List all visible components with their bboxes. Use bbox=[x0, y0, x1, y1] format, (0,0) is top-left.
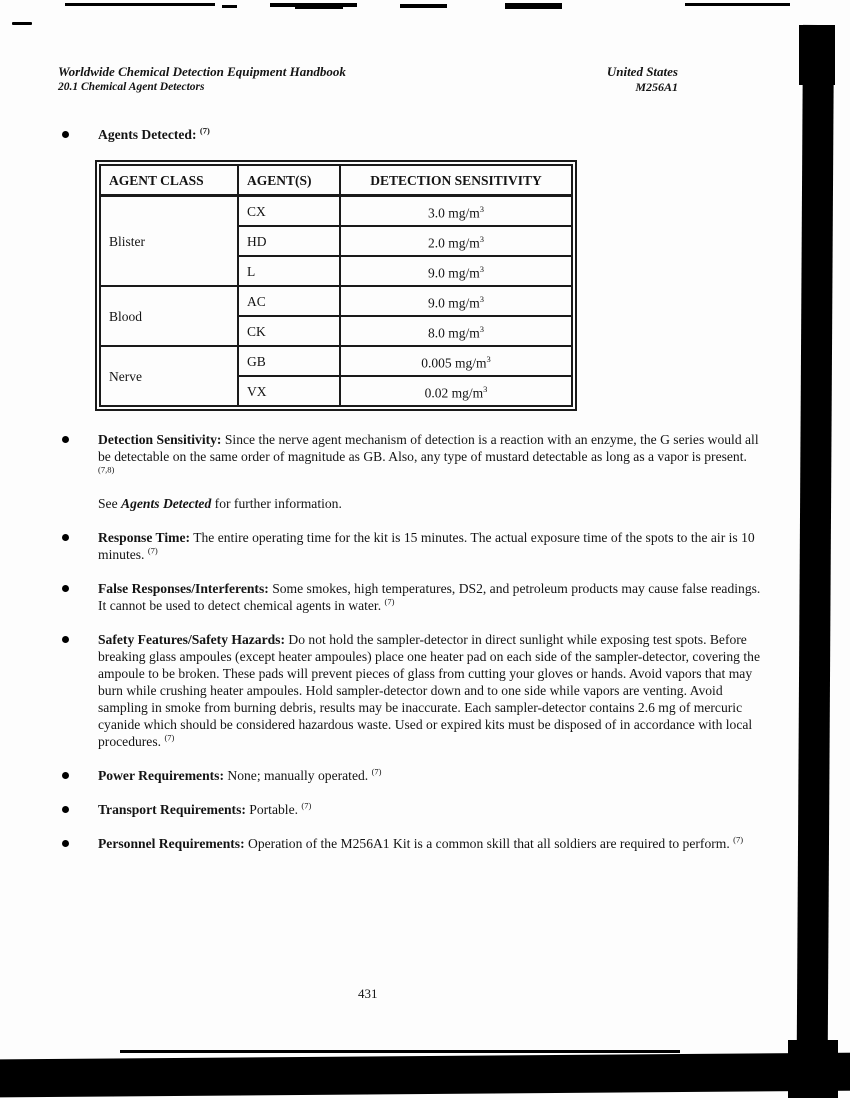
section-label: Response Time: bbox=[98, 530, 191, 545]
agent-cell: CK bbox=[238, 316, 340, 346]
model-label: M256A1 bbox=[635, 80, 678, 94]
table-header-row bbox=[100, 165, 572, 196]
agent-class-cell: Blister bbox=[100, 196, 238, 287]
bullet-icon bbox=[62, 806, 69, 813]
section-text: Operation of the M256A1 Kit is a common skill that all soldiers are required to perform. bbox=[248, 836, 734, 851]
header-left bbox=[58, 64, 346, 95]
footnote-ref: (7) bbox=[733, 834, 744, 845]
bullet-icon bbox=[62, 772, 69, 779]
bullet-icon bbox=[62, 534, 69, 541]
agent-class-cell: Nerve bbox=[100, 346, 238, 406]
agents-table-wrapper bbox=[95, 160, 762, 415]
agent-cell: GB bbox=[238, 346, 340, 376]
sensitivity-exponent: 3 bbox=[479, 263, 484, 274]
footnote-ref: (7) bbox=[384, 596, 395, 607]
sensitivity-cell bbox=[340, 346, 572, 376]
table-row bbox=[100, 286, 572, 316]
footnote-ref: (7) bbox=[371, 766, 382, 777]
scan-mark-top-7 bbox=[685, 3, 790, 6]
scan-bar-right bbox=[797, 25, 834, 1055]
sensitivity-value: 8.0 mg/m bbox=[427, 325, 480, 341]
section-power bbox=[98, 767, 762, 784]
see-prefix: See bbox=[98, 496, 122, 511]
section-false-responses bbox=[98, 580, 762, 614]
section-label: Transport Requirements: bbox=[98, 802, 246, 817]
sensitivity-value: 9.0 mg/m bbox=[427, 265, 480, 281]
agent-cell: L bbox=[238, 256, 340, 286]
sensitivity-cell bbox=[340, 226, 572, 256]
see-reference-line bbox=[98, 495, 762, 512]
scan-mark-top-4 bbox=[295, 3, 343, 9]
sensitivity-exponent: 3 bbox=[479, 203, 484, 214]
section-transport bbox=[98, 801, 762, 818]
sensitivity-cell bbox=[340, 316, 572, 346]
footnote-ref: (7) bbox=[301, 800, 312, 811]
scan-mark-left bbox=[12, 22, 32, 25]
section-label: Detection Sensitivity: bbox=[98, 432, 222, 447]
agent-cell: CX bbox=[238, 196, 340, 227]
sensitivity-value: 2.0 mg/m bbox=[427, 235, 480, 251]
scan-band-bottom bbox=[0, 1053, 850, 1098]
section-text: None; manually operated. bbox=[227, 768, 372, 783]
section-label: False Responses/Interferents: bbox=[98, 581, 269, 596]
page-number: 431 bbox=[358, 986, 378, 1001]
agent-cell: HD bbox=[238, 226, 340, 256]
scan-mark-top-5 bbox=[400, 4, 447, 8]
bullet-icon bbox=[62, 585, 69, 592]
footnote-ref: (7) bbox=[164, 732, 175, 743]
handbook-title: Worldwide Chemical Detection Equipment Handbook bbox=[58, 64, 346, 79]
scan-band-streak bbox=[120, 1050, 680, 1053]
scan-bar-right-top bbox=[799, 25, 835, 85]
scan-mark-top-1 bbox=[65, 3, 215, 6]
sensitivity-value: 3.0 mg/m bbox=[427, 205, 480, 221]
col-header-agents: AGENT(S) bbox=[238, 165, 340, 196]
section-text: Do not hold the sampler-detector in direct sunlight while exposing test spots. Before breaking glass ampoules (except heater ampoules) place one heater pad on each side of the sampler-detector, covering the ampoule to be broken. These pads will prevent pieces of glass from cutting your gloves or hands. Avoid vapors that may burn while crushing heater ampoules. Hold sampler-detector down and to one side while vapors are venting. Avoid sampling in smoke from burning debris, results may be inaccurate. Each sampler-detector contains 2.6 mg of mercuric cyanide which should be considered hazardous waste. Used or expired kits must be disposed of in accordance with local procedures. bbox=[98, 632, 760, 749]
agent-class-cell: Blood bbox=[100, 286, 238, 346]
chapter-subtitle: 20.1 Chemical Agent Detectors bbox=[58, 81, 205, 93]
sensitivity-value: 0.005 mg/m bbox=[421, 355, 487, 371]
sensitivity-exponent: 3 bbox=[483, 383, 488, 394]
col-header-detection-sensitivity: DETECTION SENSITIVITY bbox=[340, 165, 572, 196]
sensitivity-cell bbox=[340, 256, 572, 286]
section-response-time bbox=[98, 529, 762, 563]
table-row bbox=[100, 196, 572, 227]
sensitivity-cell bbox=[340, 286, 572, 316]
country-label: United States bbox=[606, 64, 678, 79]
section-safety bbox=[98, 631, 762, 750]
section-label: Personnel Requirements: bbox=[98, 836, 245, 851]
bullet-icon bbox=[62, 636, 69, 643]
sensitivity-exponent: 3 bbox=[479, 233, 484, 244]
footnote-ref: (7) bbox=[147, 545, 158, 556]
see-suffix: for further information. bbox=[211, 496, 342, 511]
footnote-ref: (7,8) bbox=[98, 464, 115, 475]
sensitivity-exponent: 3 bbox=[479, 323, 484, 334]
table-row bbox=[100, 346, 572, 376]
footnote-ref: (7) bbox=[199, 125, 210, 136]
bullet-icon bbox=[62, 840, 69, 847]
scan-mark-top-2 bbox=[222, 5, 237, 8]
section-text: Some smokes, high temperatures, DS2, and petroleum products may cause false readings. It cannot be used to detect chemical agents in water. bbox=[98, 581, 761, 613]
bullet-icon bbox=[62, 131, 69, 138]
section-label: Agents Detected: bbox=[98, 127, 197, 142]
sensitivity-cell bbox=[340, 196, 572, 227]
section-agents-detected bbox=[98, 126, 762, 143]
agents-table-border bbox=[95, 160, 577, 411]
scan-mark-top-6 bbox=[505, 3, 562, 9]
sensitivity-cell bbox=[340, 376, 572, 406]
agent-cell: VX bbox=[238, 376, 340, 406]
agent-cell: AC bbox=[238, 286, 340, 316]
sensitivity-exponent: 3 bbox=[486, 353, 491, 364]
section-label: Safety Features/Safety Hazards: bbox=[98, 632, 286, 647]
bullet-icon bbox=[62, 436, 69, 443]
agents-table bbox=[99, 164, 573, 407]
see-reference-title: Agents Detected bbox=[121, 496, 212, 511]
section-text: Portable. bbox=[249, 802, 302, 817]
col-header-agent-class: AGENT CLASS bbox=[100, 165, 238, 196]
section-text: Since the nerve agent mechanism of detection is a reaction with an enzyme, the G series would all be detectable on the same order of magnitude as GB. Also, any type of mustard detectable as long as a vapor is present. bbox=[98, 432, 759, 464]
sensitivity-value: 9.0 mg/m bbox=[427, 295, 480, 311]
section-text: The entire operating time for the kit is 15 minutes. The actual exposure time of the spots to the air is 10 minutes. bbox=[98, 530, 755, 562]
sensitivity-exponent: 3 bbox=[479, 293, 484, 304]
section-label: Power Requirements: bbox=[98, 768, 224, 783]
section-personnel bbox=[98, 835, 762, 852]
sensitivity-value: 0.02 mg/m bbox=[424, 385, 484, 401]
section-detection-sensitivity bbox=[98, 431, 762, 512]
document-body bbox=[98, 126, 762, 869]
header-right bbox=[607, 64, 678, 95]
